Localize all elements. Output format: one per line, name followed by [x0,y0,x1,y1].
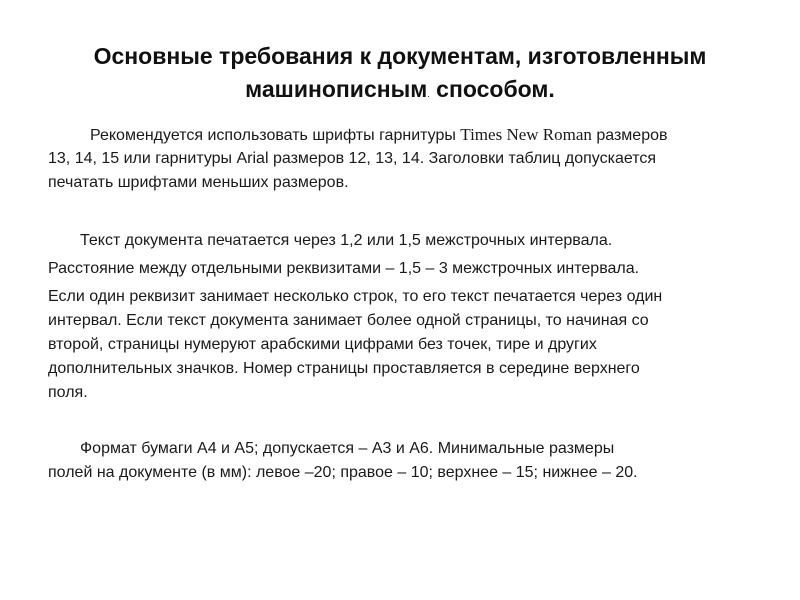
paragraph-spacing-line-6: дополнительных значков. Номер страницы проставляется в середине верхнего [48,360,640,377]
font-name-times-new-roman: Times New Roman [460,125,592,144]
paragraph-fonts-line-2: 13, 14, 15 или гарнитуры Arial размеров 12, 13, 14. Заголовки таблиц допускается [48,150,657,167]
slide-title-line-1: Основные требования к документам, изготовленным [93,43,707,69]
slide-title [40,40,760,111]
paragraph-spacing-line-7: поля. [48,384,88,401]
slide-title-small-dot: . [427,89,430,99]
paragraph-fonts-line-1 [90,124,668,147]
slide-title-line-2-start: машинописным [245,76,428,102]
paragraph-spacing-line-1: Текст документа печатается через 1,2 или 1,5 межстрочных интервала. [80,232,613,249]
paragraph-paper-line-2: полей на документе (в мм): левое –20; правое – 10; верхнее – 15; нижнее – 20. [48,464,638,481]
slide-title-line-2-end: способом. [429,76,555,102]
paragraph-fonts-line-1-start: Рекомендуется использовать шрифты гарнитуры [90,127,461,144]
paragraph-paper-line-1: Формат бумаги А4 и А5; допускается – А3 и А6. Минимальные размеры [80,440,615,457]
paragraph-fonts-line-3: печатать шрифтами меньших размеров. [48,174,349,191]
paragraph-fonts-line-1-end: размеров [591,127,668,144]
paragraph-spacing-line-2: Расстояние между отдельными реквизитами – 1,5 – 3 межстрочных интервала. [48,260,640,277]
slide-title-line-2 [40,73,760,111]
paragraph-spacing-line-3: Если один реквизит занимает несколько строк, то его текст печатается через один [48,288,663,305]
paragraph-spacing-line-5: второй, страницы нумеруют арабскими цифрами без точек, тире и других [48,336,597,353]
paragraph-spacing-line-4: интервал. Если текст документа занимает более одной страницы, то начиная со [48,312,649,329]
